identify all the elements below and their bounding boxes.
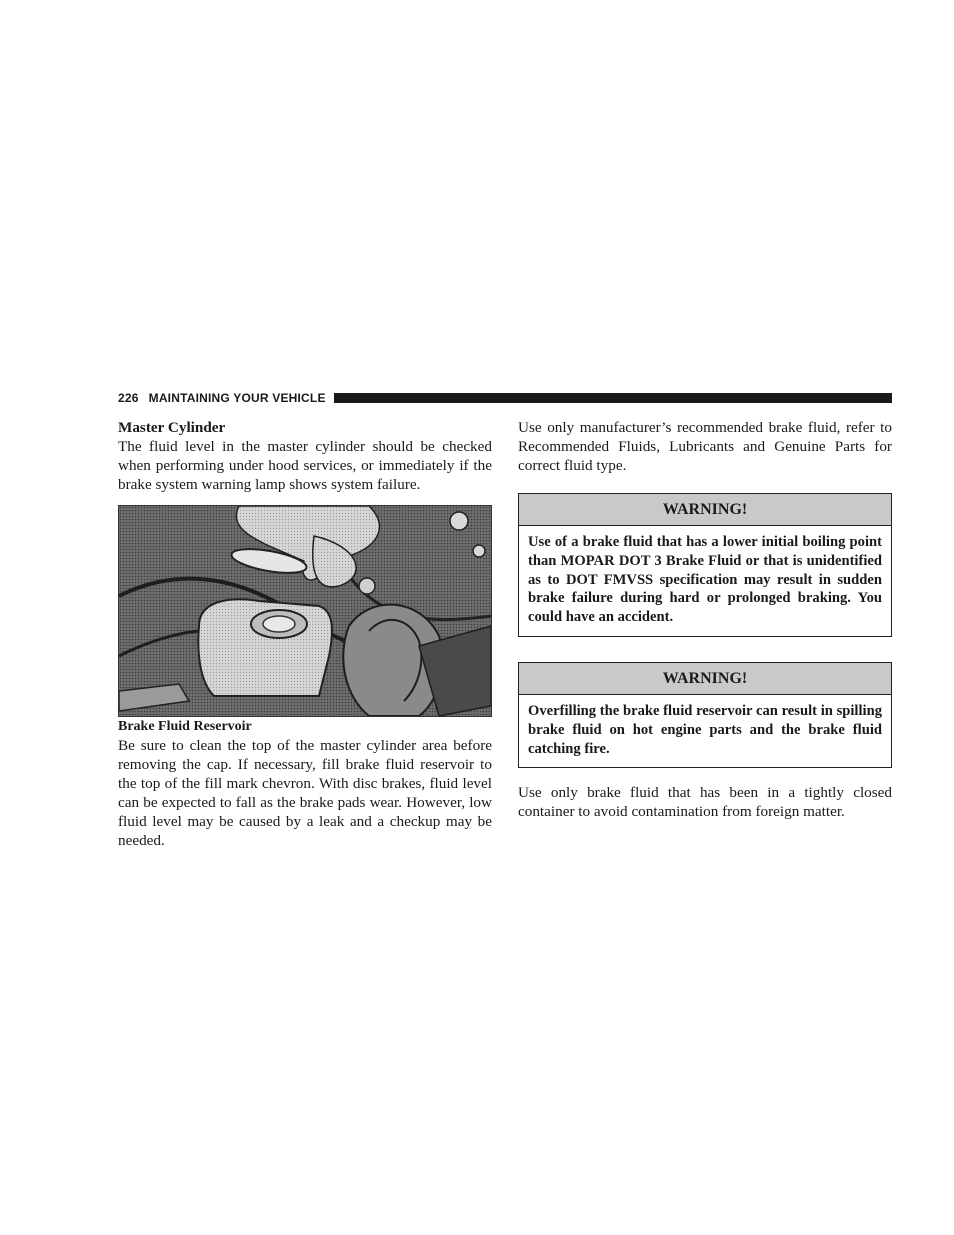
body-paragraph: Be sure to clean the top of the master cylinder area before removing the cap. If necessary, fill brake fluid reservoir to the top of the fill mark chevron. With disc brakes, fluid level can be expected to fall as the brake pads wear. However, low fluid level may be caused by a leak and a checkup may be needed. [118, 737, 492, 849]
header-rule [334, 393, 892, 403]
closing-paragraph: Use only brake fluid that has been in a tightly closed container to avoid contamination from foreign matter. [518, 784, 892, 821]
section-heading: Master Cylinder [118, 419, 226, 436]
section-title: MAINTAINING YOUR VEHICLE [148, 390, 326, 405]
page-number: 226 [118, 390, 139, 405]
warning-text: Use of a brake fluid that has a lower initial boiling point than MOPAR DOT 3 Brake Fluid or that is unidentified as to DOT FMVSS specification may result in sudden brake failure during hard or prolonged braking. You could have an accident. [528, 534, 882, 626]
warning-text: Overfilling the brake fluid reservoir can result in spilling brake fluid on hot engine parts and the brake fluid catching fire. [528, 702, 882, 757]
warning-title: WARNING! [519, 494, 891, 526]
warning-box-boiling-point [518, 493, 892, 637]
warning-title: WARNING! [519, 663, 891, 695]
brake-fluid-reservoir-image [118, 505, 492, 717]
figure-caption: Brake Fluid Reservoir [118, 719, 252, 734]
right-column [518, 418, 892, 821]
running-header [118, 389, 892, 406]
warning-box-overfilling [518, 662, 892, 768]
intro-paragraph: The fluid level in the master cylinder should be checked when performing under hood services, or immediately if the brake system warning lamp shows system failure. [118, 438, 492, 493]
left-column [118, 418, 492, 850]
engine-bay-illustration [119, 506, 491, 716]
fluid-type-paragraph: Use only manufacturer’s recommended brake fluid, refer to Recommended Fluids, Lubricants and Genuine Parts for correct fluid type. [518, 419, 892, 474]
